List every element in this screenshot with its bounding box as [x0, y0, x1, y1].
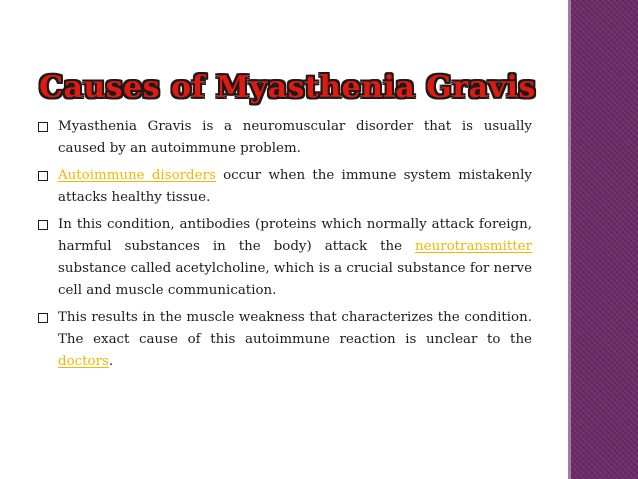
decorative-side-band — [571, 0, 638, 479]
bullet-4-text-b: . — [108, 354, 114, 369]
bullet-item-3 — [38, 214, 532, 302]
bullet-item-1 — [38, 116, 532, 160]
slide-title: Causes of Myasthenia Gravis — [39, 70, 536, 106]
bullet-3-text-a: In this condition, antibodies (proteins which normally attack foreign, harmful substances in the body) attack the — [58, 217, 532, 254]
bullet-1-text: Myasthenia Gravis is a neuromuscular disorder that is usually caused by an autoimmune problem. — [58, 119, 532, 156]
checkbox-icon — [38, 171, 48, 181]
bullet-item-4 — [38, 307, 532, 373]
bullet-4-text-a: This results in the muscle weakness that characterizes the condition. The exact cause of this autoimmune reaction is unclear to the — [58, 310, 532, 347]
link-neurotransmitter[interactable]: neurotransmitter — [415, 239, 532, 254]
link-autoimmune-disorders[interactable]: Autoimmune disorders — [58, 168, 216, 183]
checkbox-icon — [38, 313, 48, 323]
bullet-2-text: occur when the immune system mistakenly attacks healthy tissue. — [58, 168, 532, 205]
bullet-list — [38, 116, 532, 378]
bullet-item-2 — [38, 165, 532, 209]
link-doctors[interactable]: doctors — [58, 354, 109, 369]
checkbox-icon — [38, 122, 48, 132]
checkbox-icon — [38, 220, 48, 230]
bullet-3-text-b: substance called acetylcholine, which is a crucial substance for nerve cell and muscle communication. — [58, 261, 532, 298]
